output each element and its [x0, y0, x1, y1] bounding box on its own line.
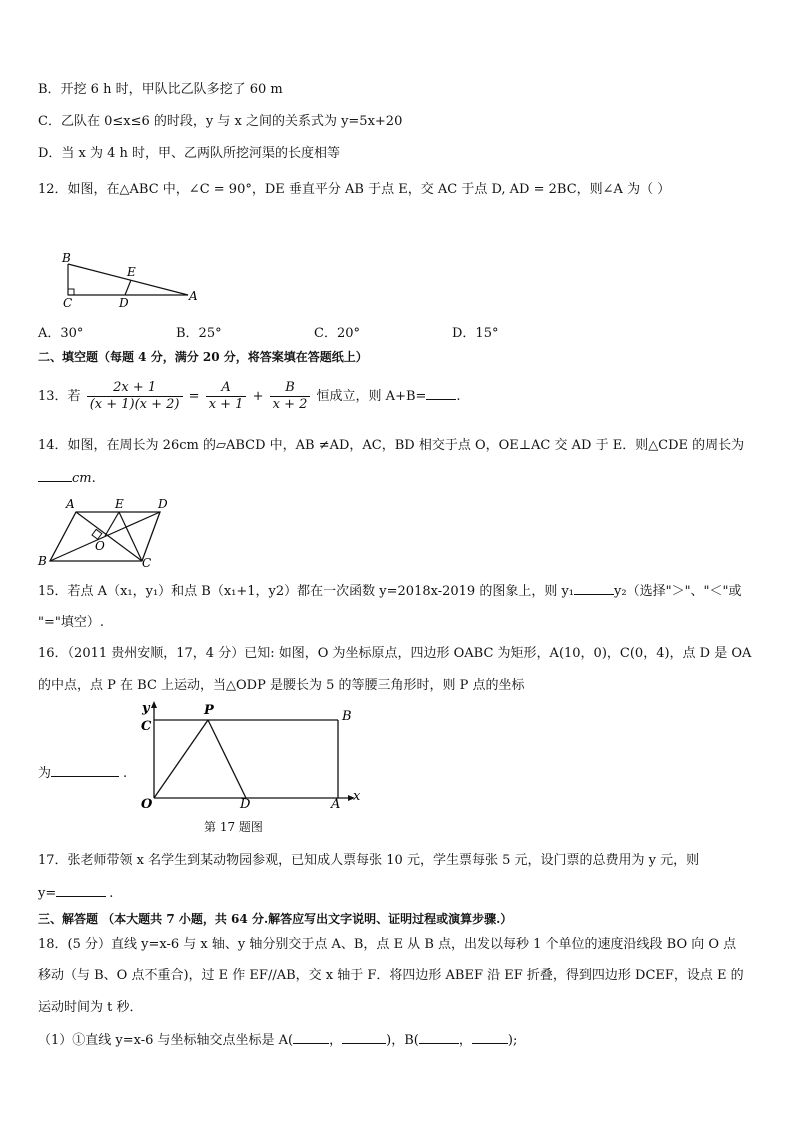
q18-blank-b-x — [419, 1031, 459, 1044]
q12-option-a: A．30° — [38, 326, 84, 341]
q17-prefix: y= — [38, 886, 57, 901]
q16-line-1: 16．（2011 贵州安顺，17，4 分）已知: 如图，O 为坐标原点，四边形 OABC 为矩形，A(10，0)，C(0，4)，点 D 是 OA — [38, 646, 752, 661]
q16-label-c: C — [141, 719, 152, 734]
q13-plus: + — [252, 389, 264, 404]
q17-line-2 — [38, 884, 113, 903]
section-2-title: 二、填空题（每题 4 分，满分 20 分，将答案填在答题纸上） — [38, 350, 368, 364]
q13-f2-num: A — [206, 380, 247, 397]
q12-stem: 12．如图，在△ABC 中，∠C = 90°，DE 垂直平分 AB 于点 E，交 AC 于点 D, AD = 2BC，则∠A 为（ ） — [38, 182, 671, 197]
q13-f2-den: x + 1 — [208, 397, 244, 412]
q14-label-c: C — [142, 556, 152, 570]
q16-prefix: 为 — [38, 766, 52, 781]
q16-label-o: O — [141, 797, 153, 810]
q13-prefix: 13．若 — [38, 389, 81, 404]
q18-blank-a-y — [342, 1031, 386, 1044]
q14-line-1: 14．如图，在周长为 26cm 的▱ABCD 中，AB ≠AD，AC，BD 相交于点 O，OE⊥AC 交 AD 于 E．则△CDE 的周长为 — [38, 438, 745, 453]
q18-line-2: 移动（与 B、O 点不重合)，过 E 作 EF//AB，交 x 轴于 F．将四边形 ABEF 沿 EF 折叠，得到四边形 DCEF，设点 E 的 — [38, 968, 744, 983]
q18-sub1-e: ); — [507, 1033, 518, 1048]
q15-part-2: y₂（选择"＞"、"＜"或 — [614, 584, 742, 599]
q18-sub1-d: ， — [458, 1033, 472, 1048]
q18-subquestion-1 — [38, 1031, 517, 1050]
q16-answer-blank — [51, 764, 119, 777]
q18-blank-b-y — [472, 1031, 508, 1044]
section-3-title: 三、解答题 （本大题共 7 小题，共 64 分.解答应写出文字说明、证明过程或演算步骤.） — [38, 912, 513, 926]
q18-sub1-a: （1）①直线 y=x-6 与坐标轴交点坐标是 A( — [38, 1033, 294, 1048]
q13-fraction-1 — [87, 380, 183, 413]
q14-label-d: D — [158, 497, 168, 511]
q12-label-c: C — [63, 296, 73, 310]
q12-label-a: A — [189, 289, 198, 303]
q13-fraction-2 — [206, 380, 247, 413]
q14-label-a: A — [66, 497, 75, 511]
q16-label-p: P — [204, 703, 214, 718]
q14-label-e: E — [115, 497, 124, 511]
q13-f1-num: 2x + 1 — [87, 380, 183, 397]
q18-blank-a-x — [293, 1031, 329, 1044]
q11-option-d: D．当 x 为 4 h 时，甲、乙两队所挖河渠的长度相等 — [38, 146, 341, 161]
q11-option-b: B．开挖 6 h 时，甲队比乙队多挖了 60 m — [38, 82, 283, 97]
q17-end: . — [109, 886, 114, 901]
q16-line-3 — [38, 764, 127, 783]
q13 — [38, 378, 461, 416]
q12-label-e: E — [127, 265, 136, 279]
q16-label-a: A — [331, 797, 341, 810]
q15-answer-blank — [574, 582, 614, 595]
q15-line-1 — [38, 582, 742, 601]
q18-sub1-b: ， — [329, 1033, 343, 1048]
q16-label-b: B — [342, 709, 352, 724]
q14-label-o: O — [95, 539, 105, 553]
q12-label-b: B — [62, 251, 71, 265]
q14-unit: cm — [72, 471, 92, 486]
q16-figure-caption: 第 17 题图 — [204, 820, 263, 834]
q17-answer-blank — [56, 884, 106, 897]
q12-option-b: B．25° — [176, 326, 222, 341]
q13-f3-den: x + 2 — [272, 397, 308, 412]
q16-label-x: x — [353, 789, 361, 804]
q16-figure — [136, 698, 366, 810]
q17-line-1: 17．张老师带领 x 名学生到某动物园参观，已知成人票每张 10 元，学生票每张 5 元，设门票的总费用为 y 元，则 — [38, 853, 700, 868]
q16-label-y: y — [142, 701, 150, 716]
q18-line-3: 运动时间为 t 秒． — [38, 1000, 143, 1015]
q12-option-c: C．20° — [314, 326, 360, 341]
q12-figure — [58, 248, 208, 312]
q12-label-d: D — [119, 296, 129, 310]
q16-line-2: 的中点，点 P 在 BC 上运动，当△ODP 是腰长为 5 的等腰三角形时，则 P 点的坐标 — [38, 678, 525, 693]
q18-sub1-c: )，B( — [386, 1033, 419, 1048]
q16-end: . — [123, 766, 128, 781]
q11-option-c: C．乙队在 0≤x≤6 的时段，y 与 x 之间的关系式为 y=5x+20 — [38, 114, 403, 129]
q12-option-d: D．15° — [452, 326, 499, 341]
q13-f1-den: (x + 1)(x + 2) — [89, 397, 180, 412]
q14-figure — [36, 495, 176, 570]
q18-line-1: 18．(5 分）直线 y=x-6 与 x 轴、y 轴分别交于点 A、B，点 E 从 B 点，出发以每秒 1 个单位的速度沿线段 BO 向 O 点 — [38, 937, 737, 952]
q13-f3-num: B — [270, 380, 311, 397]
q13-suffix: 恒成立，则 A+B= — [316, 389, 427, 404]
q13-end: . — [456, 389, 461, 404]
q14-label-b: B — [38, 554, 47, 568]
q13-equals: = — [188, 389, 200, 404]
q15-part-1: 15．若点 A（x₁，y₁）和点 B（x₁+1，y2）都在一次函数 y=2018x-2019 的图象上，则 y₁ — [38, 584, 575, 599]
q16-label-d: D — [240, 797, 251, 810]
q13-answer-blank — [426, 387, 456, 400]
q14-answer-blank — [38, 469, 72, 482]
q14-end: . — [91, 471, 96, 486]
q15-line-2: "="填空）. — [38, 615, 104, 630]
q14-line-2 — [38, 469, 96, 488]
q13-fraction-3 — [270, 380, 311, 413]
